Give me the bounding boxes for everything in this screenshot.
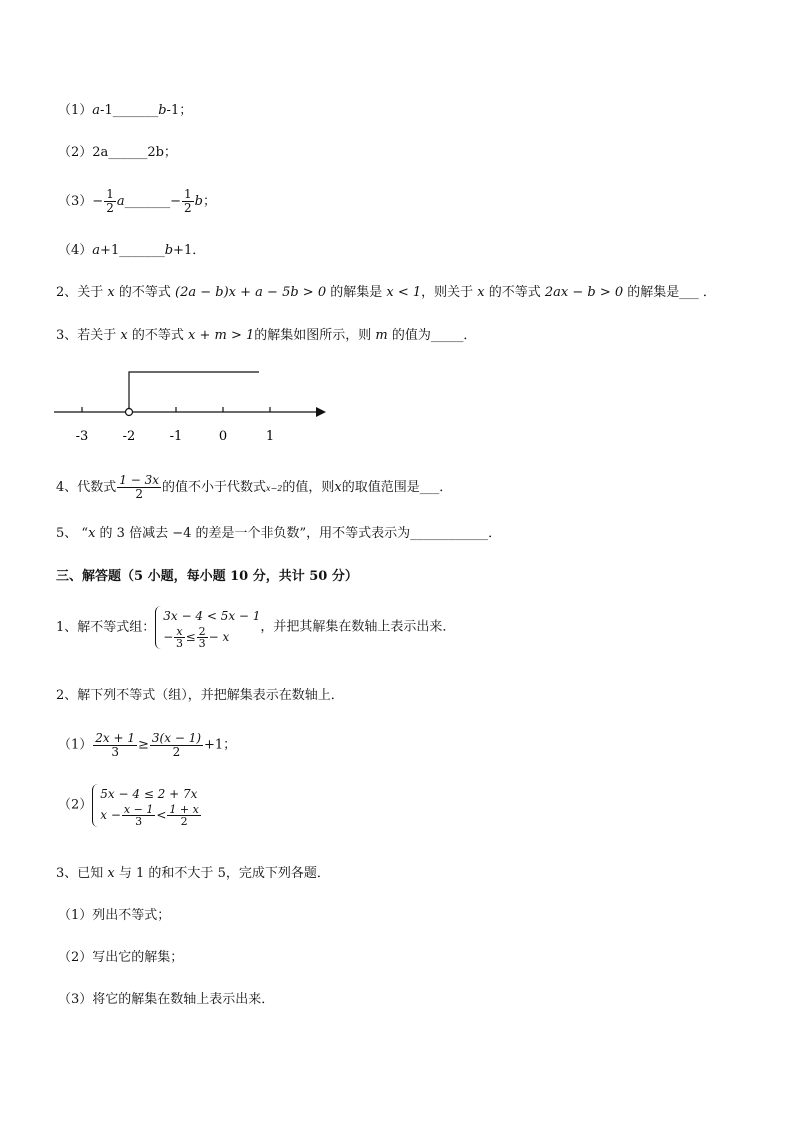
math-term: x −: [100, 808, 121, 822]
math-term: b: [164, 243, 174, 258]
punctuation: ；: [202, 194, 216, 209]
math-inequality: x + m > 1: [188, 328, 255, 343]
fraction-denominator: 2: [172, 745, 181, 759]
math-term: b: [158, 103, 167, 118]
question-text: 将它的解集在数轴上表示出来．: [92, 992, 275, 1007]
punctuation: ．: [439, 480, 453, 495]
question-number: 4、: [56, 480, 78, 495]
problem-3-sub-1: [58, 906, 170, 926]
problem-3: [56, 864, 330, 884]
answer-blank: ____________: [410, 526, 489, 541]
fraction-denominator: 3: [175, 637, 183, 650]
item-number: （1）: [58, 737, 93, 753]
question-text: 代数式: [77, 480, 117, 495]
math-term: a: [116, 194, 125, 209]
item-number: （1）: [58, 103, 93, 118]
question-3: [56, 326, 476, 346]
question-text: 解下列不等式（组），并把解集表示在数轴上．: [77, 688, 344, 703]
fraction-denominator: 2: [135, 487, 143, 501]
tick-label: -1: [169, 429, 183, 444]
answer-blank: _____: [430, 328, 464, 343]
math-term: b: [194, 194, 203, 209]
fraction-numerator: 1 + x: [169, 803, 199, 816]
q1-item-2: [58, 143, 177, 163]
tick-label: -3: [75, 429, 89, 444]
question-text: ，并把其解集在数轴上表示出来．: [260, 619, 456, 635]
fraction-numerator: 2: [198, 625, 206, 638]
punctuation: ．: [488, 526, 502, 541]
tick-label: 1: [265, 429, 275, 444]
math-term: ≥: [138, 737, 149, 753]
math-term: ≤: [185, 630, 196, 644]
math-inequality: (2a − b)x + a − 5b > 0: [175, 285, 327, 300]
question-text: 写出它的解集；: [92, 950, 184, 965]
question-text: 的不等式: [484, 285, 545, 300]
math-term: a: [92, 103, 101, 118]
fraction: [182, 188, 194, 215]
math-term: −: [92, 194, 104, 209]
answer-blank: ______: [108, 145, 148, 160]
item-number: （3）: [58, 194, 93, 209]
question-number: 1、: [56, 620, 78, 635]
question-text: 的解集是: [623, 285, 680, 300]
question-text: 的值，则: [282, 480, 335, 495]
item-number: （2）: [58, 145, 93, 160]
system-row: 3x − 4 < 5x − 1: [163, 609, 261, 623]
math-inequality: 2ax − b > 0: [544, 285, 624, 300]
item-number: （3）: [58, 992, 93, 1007]
fraction-numerator: 3(x − 1): [151, 731, 202, 745]
q1-item-1: [58, 101, 192, 121]
fraction-denominator: 3: [198, 637, 206, 650]
question-text: 的取值范围是: [341, 480, 420, 495]
math-term: 2b: [147, 145, 164, 160]
inequality-system: [155, 606, 260, 649]
answer-blank: _______: [124, 194, 171, 209]
question-text: 的不等式: [114, 285, 176, 300]
item-number: （2）: [58, 950, 93, 965]
question-4: [56, 474, 452, 501]
solution-ray: [129, 372, 259, 408]
system-row: [163, 626, 260, 649]
question-number: 5、: [56, 526, 78, 541]
fraction-denominator: 2: [180, 815, 188, 828]
math-inequality: x < 1: [386, 285, 422, 300]
tick-label: 0: [218, 429, 228, 444]
math-term: +1．: [173, 243, 206, 258]
fraction: [167, 804, 200, 827]
tick-label: -2: [122, 429, 136, 444]
question-number: 3、: [56, 866, 78, 881]
left-brace-icon: [155, 606, 162, 649]
math-variable: x: [477, 285, 485, 300]
number-line-figure: [50, 360, 340, 450]
punctuation: ．: [698, 285, 716, 300]
math-term: -1: [100, 103, 113, 118]
answer-blank: _______: [119, 243, 165, 258]
fraction-denominator: 2: [184, 201, 192, 215]
question-text: 与 1 的和不大于 5，完成下列各题．: [114, 866, 330, 881]
fraction-numerator: x: [176, 625, 183, 638]
q1-item-3: [58, 188, 216, 215]
fraction-numerator: 1 − 3x: [119, 473, 160, 487]
fraction: [150, 732, 203, 759]
math-term: −: [170, 194, 181, 209]
question-text: 的不等式: [127, 328, 189, 343]
math-term: +1: [100, 243, 120, 258]
problem-3-sub-2: [58, 948, 183, 968]
punctuation: ．: [463, 328, 477, 343]
question-text: 列出不等式；: [92, 908, 171, 923]
math-variable: m: [375, 328, 388, 343]
fraction-numerator: 1: [184, 187, 192, 201]
math-term: <: [156, 808, 167, 822]
question-text: 的值不小于代数式: [162, 480, 267, 495]
fraction: [117, 474, 161, 501]
fraction: [104, 188, 116, 215]
math-expression: x−2: [266, 484, 283, 493]
fraction-denominator: 3: [111, 745, 119, 759]
item-number: （2）: [58, 797, 93, 813]
math-variable: x: [120, 328, 128, 343]
math-term: -1；: [166, 103, 193, 118]
fraction: [174, 626, 184, 649]
math-term: a: [92, 243, 101, 258]
system-row: [100, 804, 202, 827]
question-text: 解不等式组：: [77, 620, 156, 635]
question-text: 的解集如图所示，则: [254, 328, 376, 343]
question-number: 2、: [56, 285, 78, 300]
system-row: 5x − 4 ≤ 2 + 7x: [100, 787, 198, 801]
math-term: − x: [208, 630, 230, 644]
problem-2-sub-1: [58, 732, 236, 759]
answer-blank: ___: [679, 285, 699, 300]
fraction: [93, 732, 137, 759]
fraction: [197, 626, 208, 649]
fraction-numerator: 2x + 1: [95, 731, 136, 745]
question-number: 2、: [56, 688, 78, 703]
fraction-numerator: 1: [106, 187, 114, 201]
question-text: “: [77, 526, 89, 541]
math-variable: x: [107, 285, 115, 300]
question-text: 已知: [77, 866, 108, 881]
answer-blank: _______: [112, 103, 159, 118]
left-brace-icon: [92, 784, 99, 827]
q1-item-4: [58, 241, 205, 261]
question-text: 关于: [77, 285, 108, 300]
question-5: [56, 524, 501, 544]
question-number: 3、: [56, 328, 78, 343]
fraction-denominator: 3: [135, 815, 143, 828]
fraction: [122, 804, 155, 827]
math-variable: x: [107, 866, 115, 881]
math-term: +1；: [204, 737, 237, 753]
math-variable: x: [334, 480, 342, 495]
question-text: ，则关于: [421, 285, 478, 300]
punctuation: ；: [163, 145, 177, 160]
section-heading: 三、解答题（5 小题，每小题 10 分，共计 50 分）: [56, 569, 358, 584]
math-term: −: [163, 630, 174, 644]
question-text: 的值为: [387, 328, 431, 343]
question-text: 的 3 倍减去 −4 的差是一个非负数”，用不等式表示为: [95, 526, 411, 541]
math-variable: x: [88, 526, 96, 541]
open-point: [126, 409, 133, 416]
fraction-denominator: 2: [106, 201, 114, 215]
item-number: （4）: [58, 243, 93, 258]
fraction-numerator: x − 1: [123, 803, 154, 816]
problem-2: [56, 686, 344, 706]
problem-3-sub-3: [58, 990, 274, 1010]
answer-blank: ___: [419, 480, 440, 495]
math-term: 2a: [92, 145, 109, 160]
question-2: [56, 283, 716, 303]
problem-2-sub-2: [58, 784, 202, 827]
inequality-system: [92, 784, 202, 827]
axis-arrow-icon: [316, 407, 326, 417]
problem-1: [56, 606, 455, 649]
item-number: （1）: [58, 908, 93, 923]
question-text: 的解集是: [326, 285, 387, 300]
question-text: 若关于: [77, 328, 121, 343]
